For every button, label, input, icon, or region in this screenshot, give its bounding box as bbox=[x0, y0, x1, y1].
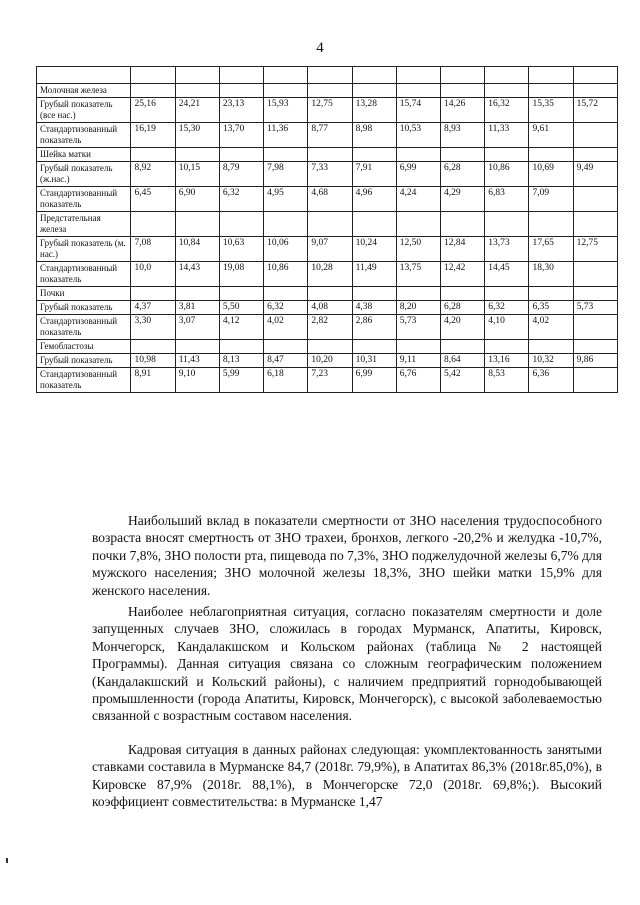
row-label: Стандартизованный показатель bbox=[37, 368, 131, 393]
table-row bbox=[37, 123, 618, 148]
table-cell: 25,16 bbox=[131, 98, 175, 123]
table-cell: 6,32 bbox=[485, 301, 529, 315]
table-cell bbox=[131, 84, 175, 98]
table-cell: 4,96 bbox=[352, 187, 396, 212]
table-cell: 4,37 bbox=[131, 301, 175, 315]
table-cell: 10,31 bbox=[352, 354, 396, 368]
table-cell: 10,98 bbox=[131, 354, 175, 368]
table-cell bbox=[529, 212, 573, 237]
table-cell: 13,75 bbox=[396, 262, 440, 287]
paragraph-mortality-contribution bbox=[92, 512, 602, 599]
table-cell bbox=[441, 340, 485, 354]
table-cell bbox=[485, 148, 529, 162]
table-cell bbox=[485, 84, 529, 98]
table-cell: 12,42 bbox=[441, 262, 485, 287]
table-cell bbox=[308, 67, 352, 84]
table-cell: 11,43 bbox=[175, 354, 219, 368]
table-cell bbox=[396, 67, 440, 84]
row-label: Грубый показатель bbox=[37, 354, 131, 368]
table-cell: 3,81 bbox=[175, 301, 219, 315]
table-cell bbox=[485, 287, 529, 301]
table-cell: 9,49 bbox=[573, 162, 617, 187]
table-row bbox=[37, 354, 618, 368]
table-cell: 8,77 bbox=[308, 123, 352, 148]
table-row bbox=[37, 262, 618, 287]
table-cell: 9,61 bbox=[529, 123, 573, 148]
row-label: Стандартизованный показатель bbox=[37, 315, 131, 340]
table-row bbox=[37, 368, 618, 393]
table-cell: 6,28 bbox=[441, 162, 485, 187]
table-cell bbox=[396, 84, 440, 98]
table-cell bbox=[175, 67, 219, 84]
table-cell: 14,45 bbox=[485, 262, 529, 287]
table-cell bbox=[308, 340, 352, 354]
table-cell: 4,08 bbox=[308, 301, 352, 315]
table-cell: 9,10 bbox=[175, 368, 219, 393]
section-label: Гемобластозы bbox=[37, 340, 131, 354]
table-cell: 3,30 bbox=[131, 315, 175, 340]
table-cell bbox=[485, 212, 529, 237]
table-cell bbox=[396, 212, 440, 237]
table-cell: 8,92 bbox=[131, 162, 175, 187]
blank-row bbox=[37, 67, 618, 84]
table-cell: 8,47 bbox=[264, 354, 308, 368]
table-cell bbox=[573, 368, 617, 393]
table-cell: 6,32 bbox=[219, 187, 263, 212]
table-cell bbox=[573, 187, 617, 212]
table-cell: 15,72 bbox=[573, 98, 617, 123]
table-cell: 14,26 bbox=[441, 98, 485, 123]
table-cell bbox=[308, 148, 352, 162]
table-cell: 10,15 bbox=[175, 162, 219, 187]
table-cell: 9,86 bbox=[573, 354, 617, 368]
row-label: Стандартизованный показатель bbox=[37, 123, 131, 148]
scan-mark bbox=[6, 858, 8, 863]
table-cell bbox=[529, 148, 573, 162]
table-cell: 8,93 bbox=[441, 123, 485, 148]
table-row bbox=[37, 237, 618, 262]
table-cell: 5,42 bbox=[441, 368, 485, 393]
table-row bbox=[37, 187, 618, 212]
table-cell: 6,83 bbox=[485, 187, 529, 212]
table-cell bbox=[485, 340, 529, 354]
mortality-table bbox=[36, 66, 618, 393]
table-cell bbox=[396, 148, 440, 162]
table-cell: 15,30 bbox=[175, 123, 219, 148]
table-cell: 18,30 bbox=[529, 262, 573, 287]
table-cell: 4,29 bbox=[441, 187, 485, 212]
table-cell: 17,65 bbox=[529, 237, 573, 262]
table-cell: 16,32 bbox=[485, 98, 529, 123]
table-cell: 5,73 bbox=[396, 315, 440, 340]
table-cell bbox=[396, 340, 440, 354]
table-cell bbox=[308, 212, 352, 237]
page-number: 4 bbox=[316, 40, 324, 56]
table-cell: 13,70 bbox=[219, 123, 263, 148]
table-cell bbox=[264, 148, 308, 162]
row-label: Стандартизованный показатель bbox=[37, 262, 131, 287]
table-cell: 23,13 bbox=[219, 98, 263, 123]
table-cell: 5,50 bbox=[219, 301, 263, 315]
table-cell: 7,98 bbox=[264, 162, 308, 187]
table-cell bbox=[219, 340, 263, 354]
table-cell: 10,28 bbox=[308, 262, 352, 287]
table-cell: 6,28 bbox=[441, 301, 485, 315]
table-cell: 4,12 bbox=[219, 315, 263, 340]
table-cell: 10,32 bbox=[529, 354, 573, 368]
table-cell bbox=[441, 67, 485, 84]
table-cell bbox=[441, 212, 485, 237]
table-cell: 12,75 bbox=[308, 98, 352, 123]
table-cell: 8,79 bbox=[219, 162, 263, 187]
table-cell bbox=[352, 340, 396, 354]
table-cell bbox=[131, 287, 175, 301]
table-cell: 13,28 bbox=[352, 98, 396, 123]
table-cell bbox=[529, 84, 573, 98]
table-cell bbox=[219, 287, 263, 301]
table-cell bbox=[131, 212, 175, 237]
table-cell: 4,68 bbox=[308, 187, 352, 212]
table-cell bbox=[485, 67, 529, 84]
row-label: Грубый показатель (ж.нас.) bbox=[37, 162, 131, 187]
table-cell: 11,49 bbox=[352, 262, 396, 287]
table-cell: 12,84 bbox=[441, 237, 485, 262]
table-cell bbox=[131, 148, 175, 162]
table-cell: 5,73 bbox=[573, 301, 617, 315]
table-cell bbox=[441, 287, 485, 301]
table-cell: 11,36 bbox=[264, 123, 308, 148]
table-cell: 6,32 bbox=[264, 301, 308, 315]
table-cell: 4,10 bbox=[485, 315, 529, 340]
table-cell bbox=[308, 84, 352, 98]
table-cell: 5,99 bbox=[219, 368, 263, 393]
table-cell: 12,75 bbox=[573, 237, 617, 262]
table-cell: 13,73 bbox=[485, 237, 529, 262]
table-cell: 10,53 bbox=[396, 123, 440, 148]
section-row bbox=[37, 212, 618, 237]
table-cell: 6,99 bbox=[396, 162, 440, 187]
table-row bbox=[37, 162, 618, 187]
table-cell: 15,93 bbox=[264, 98, 308, 123]
table-cell bbox=[264, 84, 308, 98]
table-cell bbox=[573, 340, 617, 354]
table-cell: 16,19 bbox=[131, 123, 175, 148]
table-cell bbox=[352, 148, 396, 162]
section-label: Почки bbox=[37, 287, 131, 301]
table-cell: 7,33 bbox=[308, 162, 352, 187]
paragraph-staffing bbox=[92, 741, 602, 811]
table-cell: 8,64 bbox=[441, 354, 485, 368]
table-cell: 14,43 bbox=[175, 262, 219, 287]
table-cell bbox=[573, 287, 617, 301]
table-cell bbox=[573, 84, 617, 98]
table-cell bbox=[573, 315, 617, 340]
table-cell: 10,84 bbox=[175, 237, 219, 262]
table-cell: 6,90 bbox=[175, 187, 219, 212]
table-cell bbox=[573, 212, 617, 237]
table-cell bbox=[264, 287, 308, 301]
table-cell: 10,86 bbox=[264, 262, 308, 287]
table-cell: 6,36 bbox=[529, 368, 573, 393]
paragraph-text: Кадровая ситуация в данных районах следующая: укомплектованность занятыми ставками составила в Мурманске 84,7 (2018г. 79,9%), в Апатитах 86,3% (2018г.85,0%), в Кировске 87,9% (2018г. 88,1%), в Мончегорске 72,0 (2018г. 69,8%;). Высокий коэффициент совместительства: в Мурманске 1,47 bbox=[92, 742, 602, 810]
table-cell bbox=[573, 123, 617, 148]
table-cell: 4,38 bbox=[352, 301, 396, 315]
table-cell: 2,86 bbox=[352, 315, 396, 340]
table-cell: 8,53 bbox=[485, 368, 529, 393]
paragraph-unfavorable-situation bbox=[92, 603, 602, 725]
table-cell: 8,91 bbox=[131, 368, 175, 393]
row-label: Грубый показатель bbox=[37, 301, 131, 315]
table-cell bbox=[175, 212, 219, 237]
table-cell: 4,95 bbox=[264, 187, 308, 212]
table-cell: 10,0 bbox=[131, 262, 175, 287]
table-cell: 10,20 bbox=[308, 354, 352, 368]
row-label bbox=[37, 67, 131, 84]
table-cell: 15,35 bbox=[529, 98, 573, 123]
table-cell bbox=[175, 287, 219, 301]
table-cell bbox=[264, 212, 308, 237]
table-cell: 9,11 bbox=[396, 354, 440, 368]
table-cell bbox=[131, 340, 175, 354]
table-cell: 10,69 bbox=[529, 162, 573, 187]
table-cell: 3,07 bbox=[175, 315, 219, 340]
section-row bbox=[37, 287, 618, 301]
section-row bbox=[37, 148, 618, 162]
row-label: Грубый показатель (м. нас.) bbox=[37, 237, 131, 262]
table-cell: 10,86 bbox=[485, 162, 529, 187]
table-cell bbox=[352, 84, 396, 98]
table-cell: 4,02 bbox=[529, 315, 573, 340]
table-cell bbox=[219, 67, 263, 84]
paragraph-text: Наиболее неблагоприятная ситуация, согласно показателям смертности и доле запущенных случаев ЗНО, сложилась в городах Мурманск, Апатиты, Кировск, Мончегорск, Кандалакшском и Кольском районах (таблица № 2 настоящей Программы). Данная ситуация связана со сложным географическим положением (Кандалакшский и Кольский районы), с наличием предприятий горнодобывающей промышленности (города Апатиты, Кировск, Мончегорск), с высокой заболеваемостью связанной с возрастным составом населения. bbox=[92, 604, 602, 724]
table-cell bbox=[264, 340, 308, 354]
table-row bbox=[37, 98, 618, 123]
table-cell bbox=[352, 287, 396, 301]
table-row bbox=[37, 315, 618, 340]
section-label: Предстательная железа bbox=[37, 212, 131, 237]
table-cell bbox=[529, 287, 573, 301]
table-cell bbox=[131, 67, 175, 84]
table-cell bbox=[396, 287, 440, 301]
section-row bbox=[37, 340, 618, 354]
table-cell: 11,33 bbox=[485, 123, 529, 148]
table-cell: 10,06 bbox=[264, 237, 308, 262]
table-cell bbox=[219, 148, 263, 162]
table-cell bbox=[175, 340, 219, 354]
table-cell bbox=[573, 67, 617, 84]
table-cell bbox=[264, 67, 308, 84]
table-cell bbox=[308, 287, 352, 301]
table-cell: 2,82 bbox=[308, 315, 352, 340]
table-cell: 10,24 bbox=[352, 237, 396, 262]
table-cell: 7,08 bbox=[131, 237, 175, 262]
table-cell: 6,76 bbox=[396, 368, 440, 393]
table-cell bbox=[441, 84, 485, 98]
table-row bbox=[37, 301, 618, 315]
table-cell bbox=[529, 67, 573, 84]
table-cell: 6,99 bbox=[352, 368, 396, 393]
table-cell bbox=[352, 67, 396, 84]
section-label: Шейка матки bbox=[37, 148, 131, 162]
table-cell: 4,20 bbox=[441, 315, 485, 340]
table-cell bbox=[573, 262, 617, 287]
table-cell: 8,98 bbox=[352, 123, 396, 148]
section-row bbox=[37, 84, 618, 98]
table-cell bbox=[219, 84, 263, 98]
table-cell: 4,24 bbox=[396, 187, 440, 212]
table-cell: 12,50 bbox=[396, 237, 440, 262]
table-cell bbox=[529, 340, 573, 354]
table-cell: 10,63 bbox=[219, 237, 263, 262]
table-cell bbox=[573, 148, 617, 162]
table-cell bbox=[441, 148, 485, 162]
table-cell: 13,16 bbox=[485, 354, 529, 368]
table-cell: 7,23 bbox=[308, 368, 352, 393]
row-label: Грубый показатель (все нас.) bbox=[37, 98, 131, 123]
row-label: Стандартизованный показатель bbox=[37, 187, 131, 212]
table-cell bbox=[175, 84, 219, 98]
table-cell bbox=[219, 212, 263, 237]
table-cell: 4,02 bbox=[264, 315, 308, 340]
table-cell: 19,08 bbox=[219, 262, 263, 287]
table-cell bbox=[175, 148, 219, 162]
table-cell: 24,21 bbox=[175, 98, 219, 123]
table-cell: 6,45 bbox=[131, 187, 175, 212]
table-cell: 6,18 bbox=[264, 368, 308, 393]
table-cell: 6,35 bbox=[529, 301, 573, 315]
table-cell: 7,09 bbox=[529, 187, 573, 212]
table-cell: 8,13 bbox=[219, 354, 263, 368]
table-cell: 15,74 bbox=[396, 98, 440, 123]
table-cell: 9,07 bbox=[308, 237, 352, 262]
table-cell: 8,20 bbox=[396, 301, 440, 315]
paragraph-text: Наибольший вклад в показатели смертности от ЗНО населения трудоспособного возраста вносят смертность от ЗНО трахеи, бронхов, легкого -20,2% и желудка -10,7%, почки 7,8%, ЗНО полости рта, пищевода по 7,3%, ЗНО поджелудочной железы 6,7% для мужского населения; ЗНО молочной железы 18,3%, ЗНО шейки матки 15,9% для женского населения. bbox=[92, 513, 602, 598]
table-cell bbox=[352, 212, 396, 237]
mortality-table-body bbox=[37, 67, 618, 393]
section-label: Молочная железа bbox=[37, 84, 131, 98]
table-cell: 7,91 bbox=[352, 162, 396, 187]
